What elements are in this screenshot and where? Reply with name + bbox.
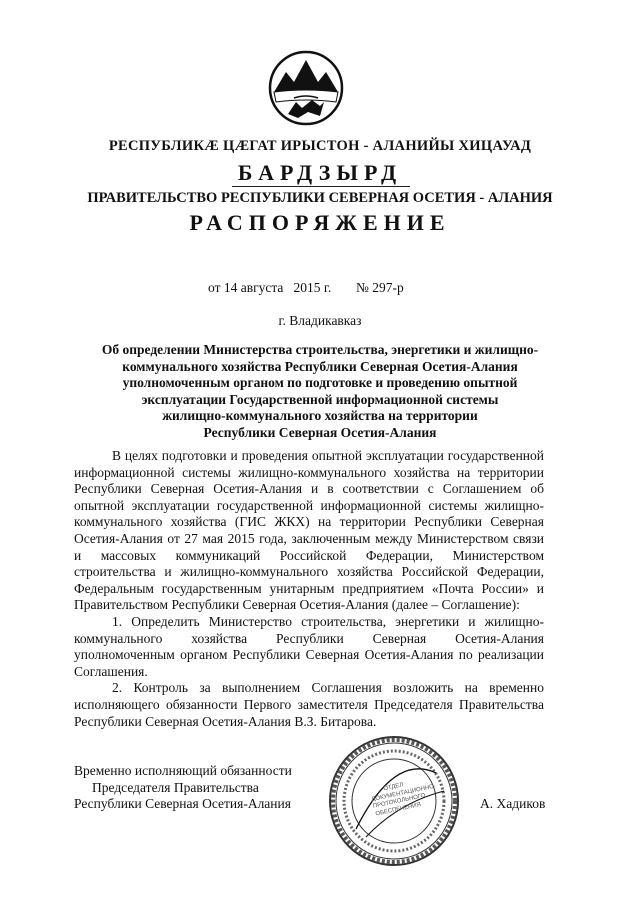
document-body [74, 448, 544, 730]
document-number: № 297-р [356, 280, 404, 295]
title-line: Республики Северная Осетия-Алания [203, 424, 437, 440]
header-order-russian: РАСПОРЯЖЕНИЕ [189, 210, 451, 235]
title-line: Об определении Министерства строительства, энергетики и жилищно- [101, 342, 539, 357]
stamp-center-text: ОТДЕЛ ДОКУМЕНТАЦИОННО-ПРОТОКОЛЬНОГО ОБЕСПЕЧЕНИЯ [370, 782, 437, 818]
title-line: эксплуатации Государственной информационной системы [141, 391, 499, 407]
document-title [70, 342, 570, 441]
signatory-name: А. Хадиков [480, 796, 546, 811]
coat-of-arms-emblem [268, 48, 344, 130]
preamble-paragraph: В целях подготовки и проведения опытной эксплуатации государственной информационной системы жилищно-коммунального хозяйства на территории Республики Северная Осетия-Алания и в соответствии с Соглашением об опытной эксплуатации государственной информационной системы жилищно-коммунального хозяйства (ГИС ЖКХ) на территории Республики Северная Осетия-Алания от 27 мая 2015 года, заключенным между Министерством связи и массовых коммуникаций Российской Федерации, Министерством строительства и жилищно-коммунального хозяйства Российской Федерации, Федеральным государственным унитарным предприятием «Почта России» и Правительством Республики Северная Осетия-Алания (далее – Соглашение): [74, 448, 544, 613]
header-government-russian: ПРАВИТЕЛЬСТВО РЕСПУБЛИКИ СЕВЕРНАЯ ОСЕТИЯ - АЛАНИЯ [87, 190, 553, 206]
title-line: жилищно-коммунального хозяйства на территории [162, 408, 478, 423]
signatory-line: Республики Северная Осетия-Алания [74, 796, 291, 812]
header-republic-ossetian: РЕСПУБЛИКӔ ЦӔГАТ ИРЫСТОН - АЛАНИЙЫ ХИЦАУАД [108, 138, 532, 154]
title-line: коммунального хозяйства Республики Северная Осетия-Алания [122, 358, 518, 374]
document-date: от 14 августа 2015 г. [208, 280, 332, 295]
clause-2-paragraph: 2. Контроль за выполнением Соглашения возложить на временно исполняющего обязанности Первого заместителя Председателя Правительства Республики Северная Осетия-Алания В.З. Битарова. [74, 680, 544, 729]
document-city: г. Владикавказ [278, 313, 362, 328]
header-divider [232, 186, 410, 187]
title-line: уполномоченным органом по подготовке и проведению опытной [122, 375, 518, 390]
signatory-line: Председателя Правительства [92, 779, 259, 795]
header-decree-ossetian: БАРДЗЫРД [237, 160, 403, 185]
clause-1-paragraph: 1. Определить Министерство строительства, энергетики и жилищно-коммунального хозяйства Республики Северная Осетия-Алания уполномоченным органом Республики Северная Осетия-Алания по реализации Соглашения. [74, 613, 544, 679]
signatory-title [74, 763, 292, 813]
signatory-line: Временно исполняющий обязанности [74, 763, 292, 778]
